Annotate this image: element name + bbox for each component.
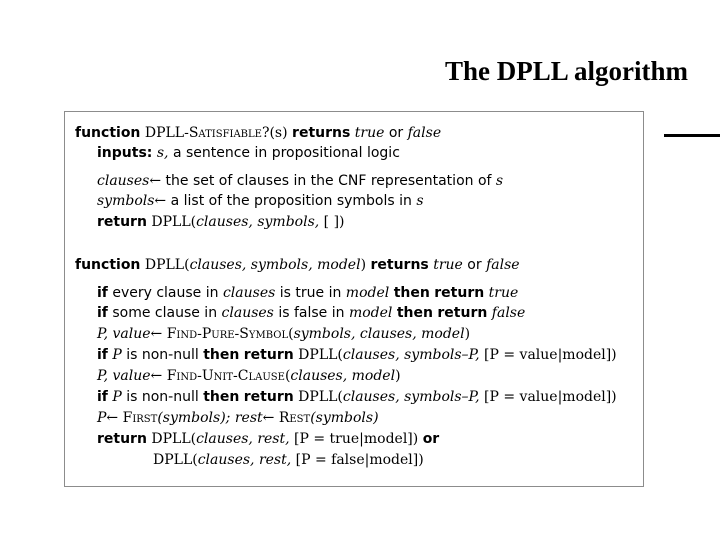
keyword-then: then	[393, 285, 430, 301]
line-return-true-branch	[97, 430, 439, 448]
keyword-if: if	[97, 389, 108, 405]
dpll-satisfiable-header	[75, 124, 441, 142]
fn-rest: Rest	[278, 410, 311, 426]
keyword-if: if	[97, 305, 108, 321]
keyword-then: then	[203, 389, 240, 405]
empty-model: [ ])	[323, 214, 345, 230]
input-description: a sentence in propositional logic	[172, 145, 400, 161]
text: some clause in	[112, 305, 218, 321]
assign-arrow: ←	[149, 173, 162, 189]
var-clauses: clauses	[222, 285, 276, 301]
var-p: P	[112, 389, 122, 405]
keyword-return: return	[97, 431, 147, 447]
var-clauses: clauses	[221, 305, 274, 321]
keyword-return: return	[437, 305, 488, 321]
keyword-inputs: inputs:	[97, 145, 153, 161]
keyword-return: return	[243, 389, 294, 405]
paren-close: )	[395, 368, 401, 384]
call-args: clauses, symbols–P,	[342, 347, 480, 363]
dpll-header	[75, 256, 520, 274]
call-args: clauses, model	[290, 368, 396, 384]
var-s: s	[416, 193, 424, 209]
assign-arrow: ←	[106, 410, 119, 426]
assign-arrow: ←	[262, 410, 275, 426]
model-update: [P = false|model])	[295, 452, 424, 468]
clauses-assignment	[97, 172, 503, 190]
var-model: model	[345, 285, 390, 301]
paren-open: (	[284, 368, 291, 384]
call-args: (symbols);	[157, 410, 231, 426]
var-model: model	[348, 305, 393, 321]
value-true: true	[488, 285, 519, 301]
call-args: (symbols)	[310, 410, 379, 426]
word-or: or	[388, 125, 404, 141]
keyword-returns: returns	[292, 125, 351, 141]
text: is non-null	[126, 347, 199, 363]
var-s: s	[495, 173, 504, 189]
var-rest: rest	[234, 410, 263, 426]
line-some-clause-false	[97, 304, 525, 322]
keyword-function: function	[75, 125, 141, 141]
assign-arrow: ←	[150, 326, 163, 342]
algorithm-box	[64, 111, 644, 487]
value-false: false	[486, 257, 520, 273]
keyword-if: if	[97, 347, 108, 363]
paren-close: )	[464, 326, 471, 342]
call-args: clauses, rest,	[197, 452, 292, 468]
var-p-value: P, value	[97, 326, 151, 342]
call-dpll: DPLL(	[151, 431, 197, 447]
line-first-rest	[97, 409, 379, 427]
value-true: true	[433, 257, 463, 273]
keyword-then: then	[396, 305, 433, 321]
call-args: clauses, rest,	[196, 431, 290, 447]
paren-open: (	[288, 326, 294, 342]
text: is non-null	[126, 389, 199, 405]
var-p-value: P, value	[97, 368, 151, 384]
symbols-assignment	[97, 192, 424, 210]
var-p: P	[97, 410, 107, 426]
line-every-clause-true	[97, 284, 518, 302]
slide-title: The DPLL algorithm	[444, 56, 688, 86]
clauses-text: the set of clauses in the CNF representation of	[165, 173, 492, 189]
call-dpll: DPLL(	[151, 214, 197, 230]
line-pure-symbol-return	[97, 346, 617, 364]
fn-find-unit-clause: Find-Unit-Clause	[166, 368, 285, 384]
call-dpll: DPLL(	[298, 347, 343, 363]
function-name-smallcaps: Satisfiable	[188, 125, 262, 141]
line-find-unit-clause	[97, 367, 401, 385]
decorative-rule	[664, 134, 720, 137]
line-return-false-branch	[153, 451, 424, 469]
keyword-then: then	[203, 347, 240, 363]
keyword-return: return	[97, 214, 147, 230]
text: is false in	[278, 305, 345, 321]
function-name: DPLL-	[144, 125, 189, 141]
line-unit-clause-return	[97, 388, 617, 406]
assign-arrow: ←	[150, 368, 163, 384]
function-signature: ?(s)	[261, 125, 288, 141]
keyword-or: or	[422, 431, 440, 447]
keyword-function: function	[75, 257, 141, 273]
keyword-returns: returns	[370, 257, 429, 273]
call-dpll: DPLL(	[298, 389, 343, 405]
var-p: P	[112, 347, 122, 363]
value-false: false	[491, 305, 526, 321]
model-update: [P = value|model])	[484, 347, 617, 363]
var-clauses: clauses	[97, 173, 150, 189]
symbols-text: a list of the proposition symbols in	[170, 193, 412, 209]
function-args: clauses, symbols, model	[189, 257, 361, 273]
assign-arrow: ←	[154, 193, 167, 209]
model-update: [P = true|model])	[294, 431, 419, 447]
function-close: )	[360, 257, 367, 273]
text: every clause in	[112, 285, 219, 301]
line-find-pure-symbol	[97, 325, 470, 343]
var-symbols: symbols	[97, 193, 155, 209]
text: is true in	[279, 285, 342, 301]
input-variable: s,	[156, 145, 169, 161]
call-dpll: DPLL(	[153, 452, 198, 468]
call-args: clauses, symbols–P,	[342, 389, 480, 405]
value-false: false	[407, 125, 442, 141]
keyword-return: return	[434, 285, 485, 301]
keyword-if: if	[97, 285, 108, 301]
call-args: clauses, symbols,	[196, 214, 320, 230]
fn-first: First	[122, 410, 158, 426]
call-args: symbols, clauses, model	[293, 326, 465, 342]
return-dpll-line	[97, 213, 345, 231]
inputs-line	[97, 144, 400, 162]
fn-find-pure-symbol: Find-Pure-Symbol	[166, 326, 289, 342]
value-true: true	[354, 125, 385, 141]
model-update: [P = value|model])	[484, 389, 617, 405]
function-name: DPLL(	[144, 257, 190, 273]
keyword-return: return	[243, 347, 294, 363]
word-or: or	[467, 257, 482, 273]
